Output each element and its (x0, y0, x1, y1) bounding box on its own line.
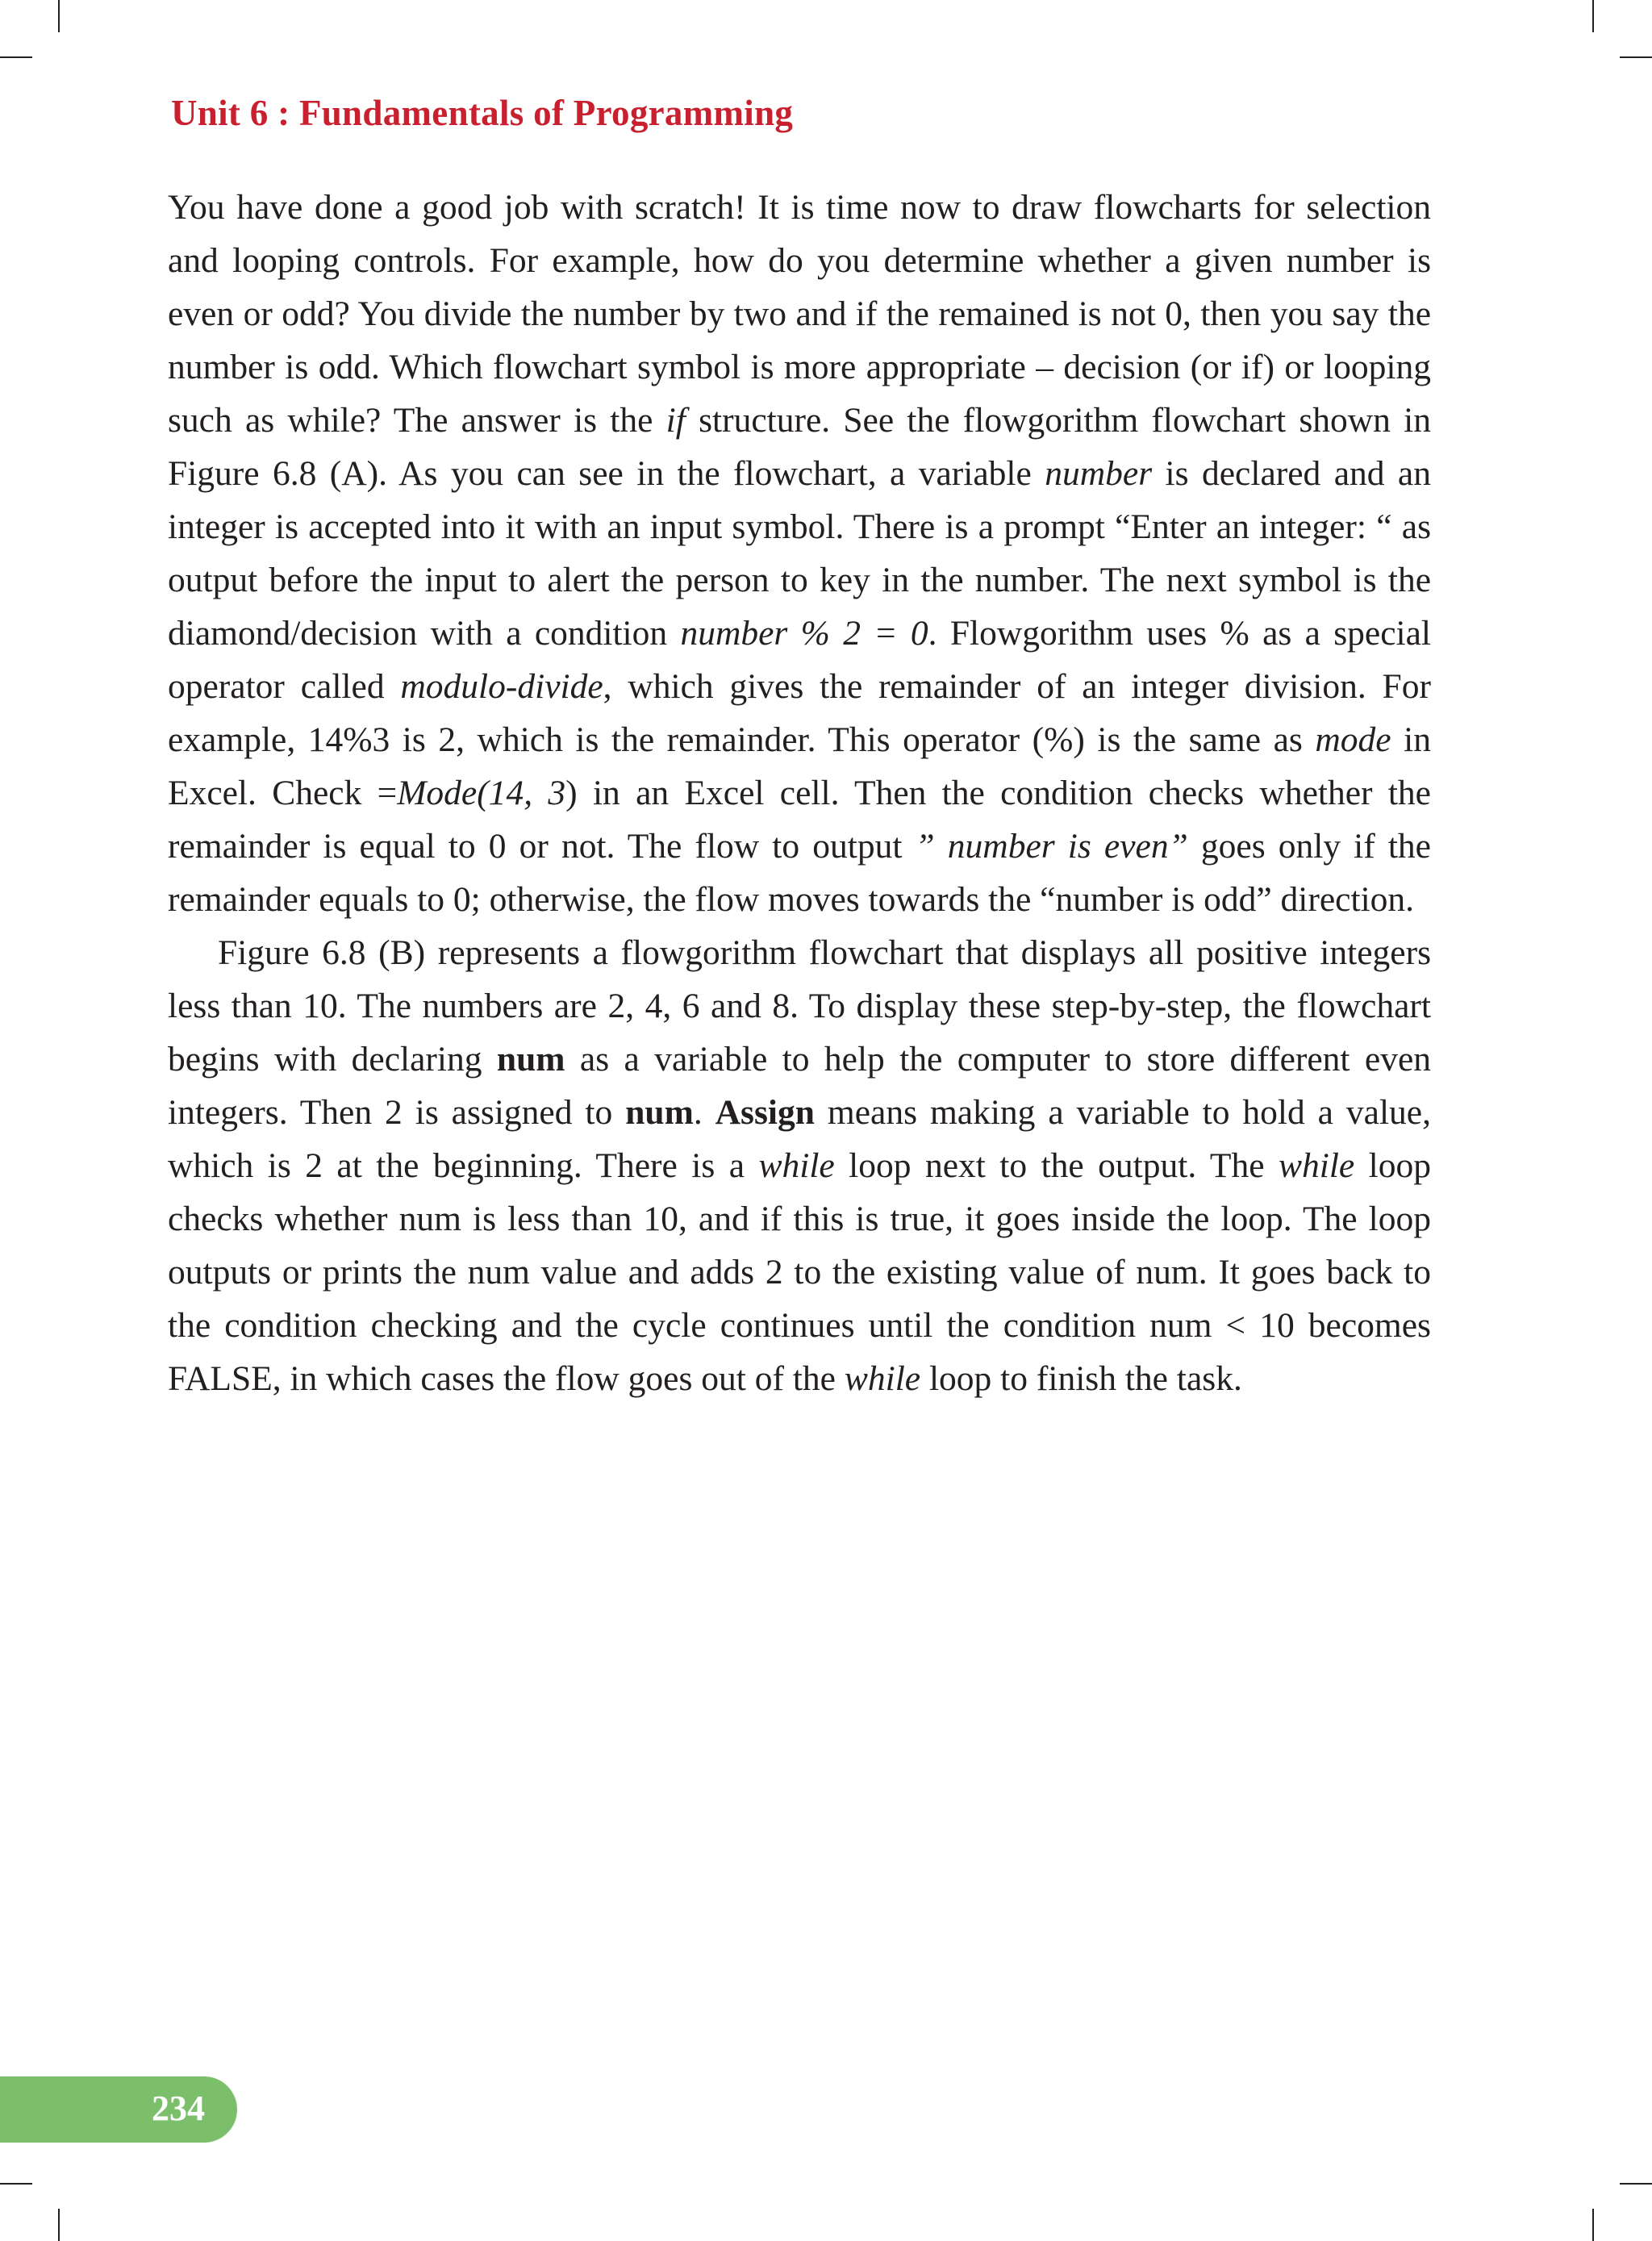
italic-text: while (844, 1359, 921, 1398)
text-run: loop next to the output. The (834, 1146, 1279, 1185)
text-run: . (693, 1093, 715, 1132)
crop-mark-top-right (1592, 0, 1594, 32)
bold-text: Assign (715, 1093, 815, 1132)
text-run: structure. See the flowgorithm flowchart shown in Figure 6.8 (A). As you can see in the flowchart, a variable (168, 401, 1431, 493)
text-run: Figure 6.8 (B) represents a flowgorithm flowchart that displays all positive integers less than 10. The numbers are 2, 4, 6 and 8. To display these step-by-step, the flowchart begins with declaring (168, 933, 1431, 1079)
text-run: . Flowgorithm uses % as a special operator called (168, 614, 1431, 706)
bold-text: num (496, 1040, 565, 1079)
paragraph (168, 181, 1431, 926)
italic-text: if (665, 401, 686, 440)
crop-mark-left-top (0, 56, 32, 58)
paragraph (168, 926, 1431, 1405)
text-run: loop to finish the task. (920, 1359, 1242, 1398)
text-run: , which gives the remainder of an integer division. For example, 14%3 is 2, which is the remainder. This operator (%) is the same as (168, 667, 1431, 759)
italic-text: ” number is even” (915, 827, 1188, 866)
text-run: ) in an Excel cell. Then the condition checks whether the remainder is equal to 0 or not. The flow to output (168, 774, 1431, 866)
italic-text: while (1278, 1146, 1355, 1185)
italic-text: number % 2 = 0 (680, 614, 928, 653)
crop-mark-bottom-left (58, 2209, 60, 2241)
text-run: You have done a good job with scratch! It is time now to draw flowcharts for selection and looping controls. For example, how do you determine whether a given number is even or odd? You divide the number by two and if the remained is not 0, then you say the number is odd. Which flowchart symbol is more appropriate – decision (or if) or looping such as while? The answer is the (168, 188, 1431, 440)
text-run: loop checks whether num is less than 10, and if this is true, it goes inside the loop. The loop outputs or prints the num value and adds 2 to the existing value of num. It goes back to the condition checking and the cycle continues until the condition num < 10 becomes FALSE, in which cases the flow goes out of the (168, 1146, 1432, 1398)
unit-header: Unit 6 : Fundamentals of Programming (171, 93, 794, 133)
italic-text: modulo-divide (400, 667, 603, 706)
page-number: 234 (152, 2089, 205, 2128)
crop-mark-right-top (1620, 56, 1652, 58)
crop-mark-right-bottom (1620, 2183, 1652, 2185)
text-run: means making a variable to hold a value, which is 2 at the beginning. There is a (168, 1093, 1431, 1185)
italic-text: Mode(14, 3 (397, 774, 566, 812)
bold-text: num (625, 1093, 694, 1132)
crop-mark-bottom-right (1592, 2209, 1594, 2241)
crop-mark-top-left (58, 0, 60, 32)
italic-text: while (758, 1146, 835, 1185)
text-run: in Excel. Check = (168, 720, 1431, 812)
text-run: as a variable to help the computer to store different even integers. Then 2 is assigned to (168, 1040, 1431, 1132)
body-text (168, 181, 1431, 1405)
italic-text: mode (1315, 720, 1391, 759)
text-run: is declared and an integer is accepted into it with an input symbol. There is a prompt “Enter an integer: “ as output before the input to alert the person to key in the number. The next symbol is the diamond/decision with a condition (168, 454, 1431, 653)
text-run: goes only if the remainder equals to 0; otherwise, the flow moves towards the “number is odd” direction. (168, 827, 1431, 919)
italic-text: number (1045, 454, 1153, 493)
crop-mark-left-bottom (0, 2183, 32, 2185)
